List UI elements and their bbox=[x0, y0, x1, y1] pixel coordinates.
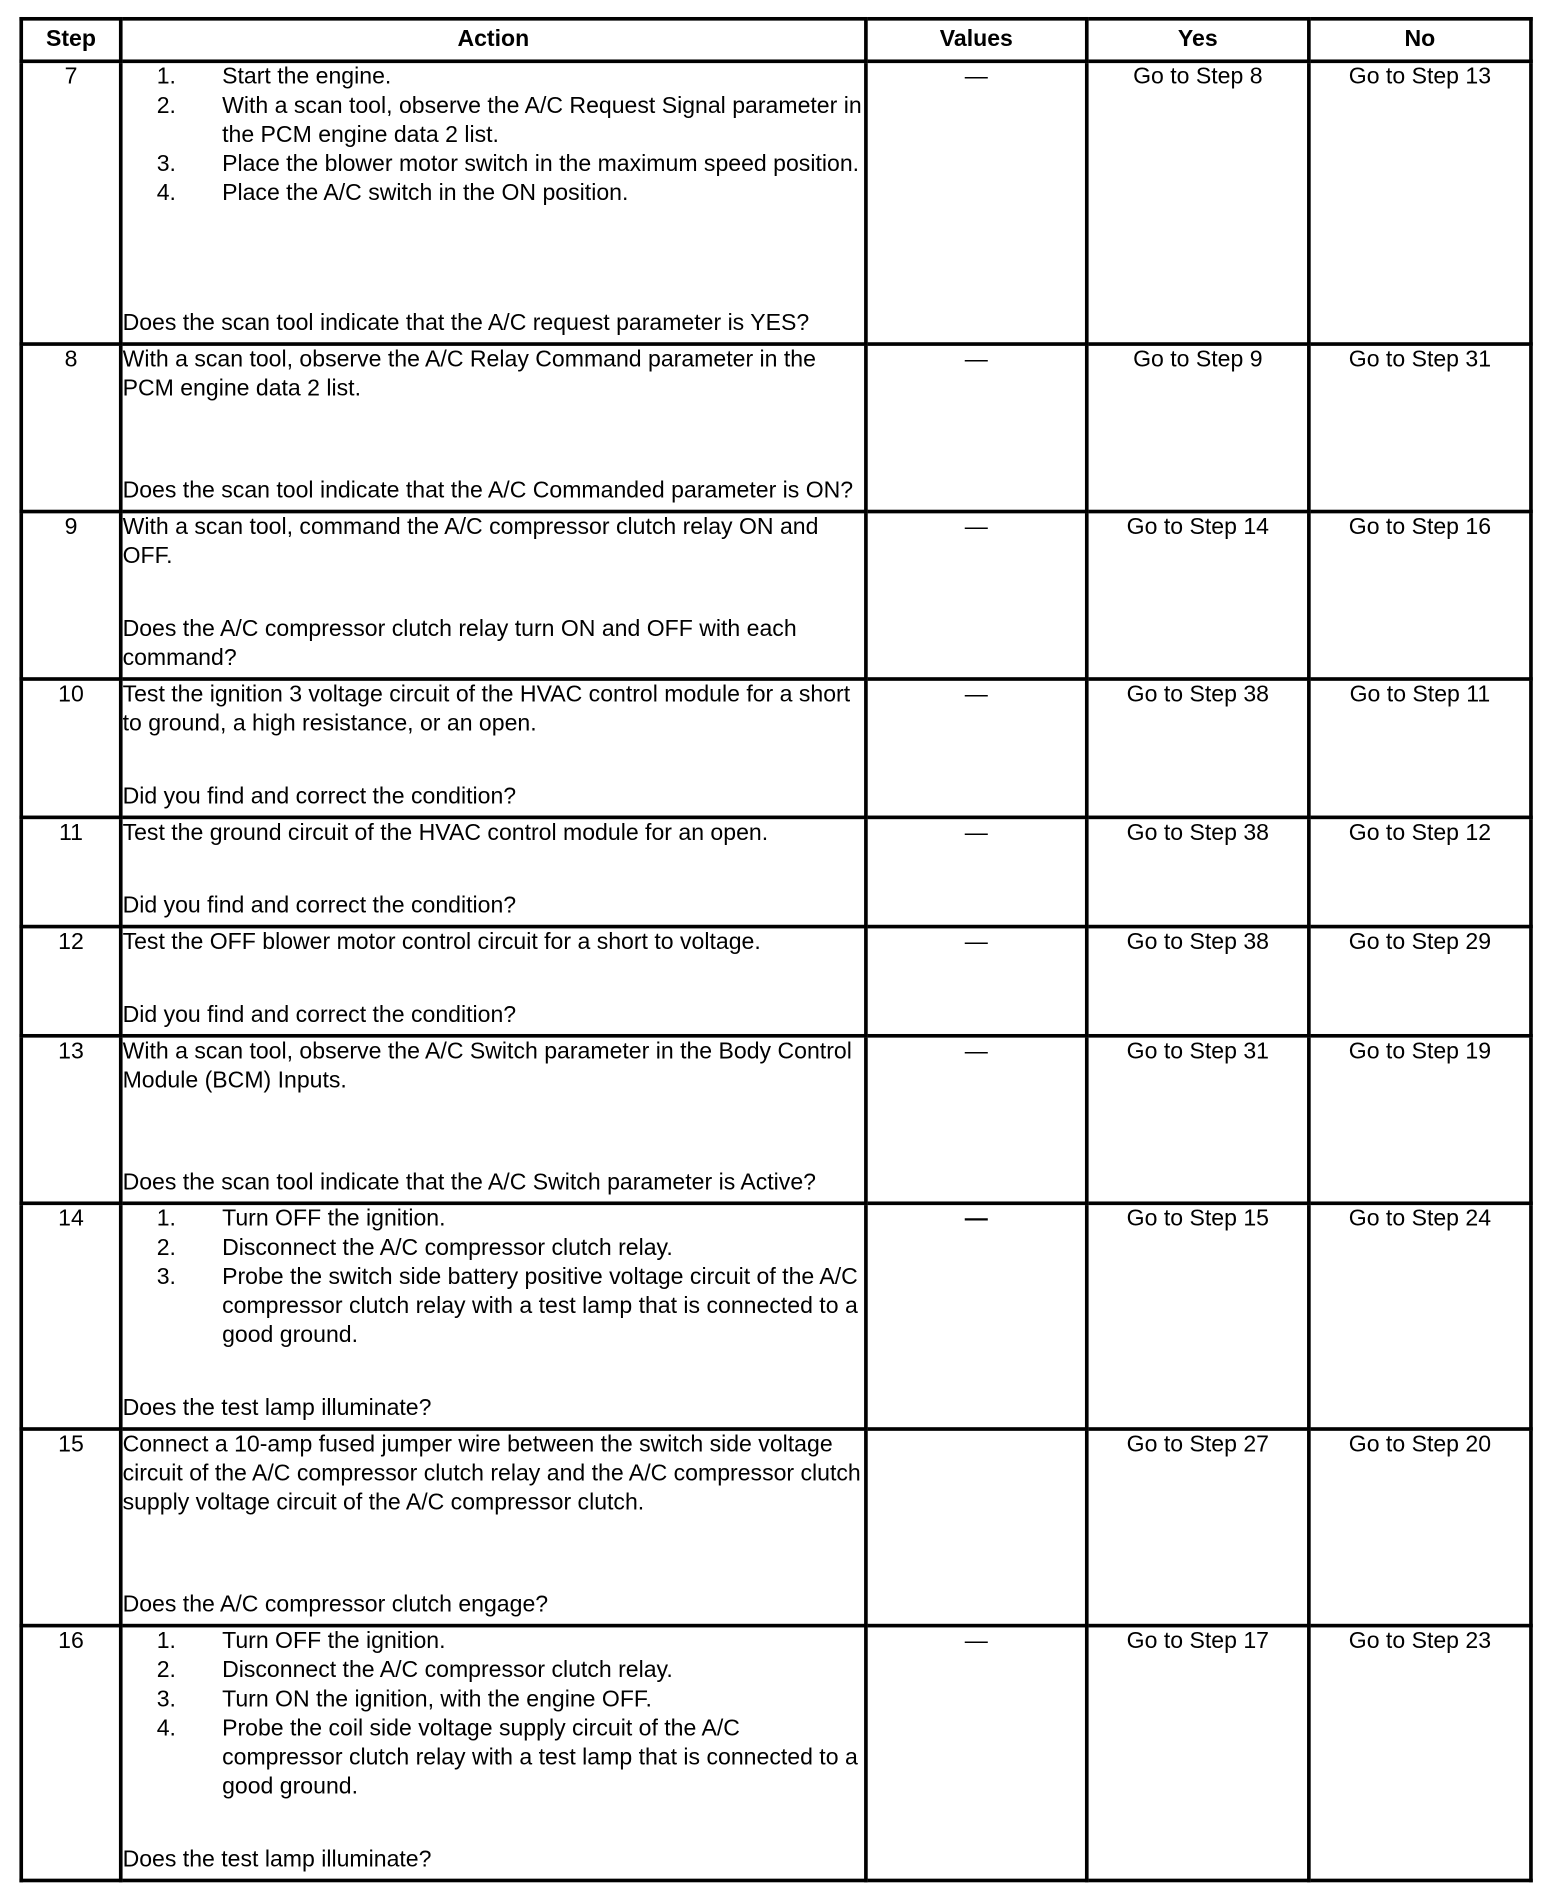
no-link[interactable]: Go to Step 16 bbox=[1309, 512, 1531, 679]
values-cell: — bbox=[866, 1036, 1087, 1203]
table-row bbox=[21, 1429, 1531, 1626]
action-cell bbox=[121, 1203, 866, 1429]
header-action: Action bbox=[121, 19, 866, 61]
no-link[interactable]: Go to Step 19 bbox=[1309, 1036, 1531, 1203]
step-cell: 15 bbox=[21, 1429, 121, 1626]
list-item: 4. Place the A/C switch in the ON position. bbox=[156, 180, 629, 207]
step-cell: 13 bbox=[21, 1036, 121, 1203]
step-cell: 8 bbox=[21, 344, 121, 511]
header-no: No bbox=[1309, 19, 1531, 61]
question-text: Did you find and correct the condition? bbox=[122, 893, 517, 919]
yes-link[interactable]: Go to Step 17 bbox=[1087, 1626, 1309, 1881]
no-link[interactable]: Go to Step 11 bbox=[1309, 679, 1531, 817]
list-item: 2. With a scan tool, observe the A/C Request Signal parameter in the PCM engine data 2 list. bbox=[156, 93, 862, 149]
table-row bbox=[21, 679, 1531, 817]
values-cell: — bbox=[866, 1626, 1087, 1881]
step-cell: 7 bbox=[21, 61, 121, 344]
values-cell: — bbox=[866, 817, 1087, 926]
step-cell: 10 bbox=[21, 679, 121, 817]
action-steps bbox=[123, 1627, 865, 1802]
instruction-text: With a scan tool, command the A/C compressor clutch relay ON and OFF. bbox=[122, 514, 819, 570]
no-link[interactable]: Go to Step 23 bbox=[1309, 1626, 1531, 1881]
step-cell: 14 bbox=[21, 1203, 121, 1429]
yes-link[interactable]: Go to Step 8 bbox=[1087, 61, 1309, 344]
action-steps bbox=[123, 1205, 865, 1351]
instruction-text: Test the ignition 3 voltage circuit of the HVAC control module for a short to ground, a high resistance, or an open. bbox=[122, 682, 851, 737]
action-cell bbox=[121, 61, 866, 344]
yes-link[interactable]: Go to Step 38 bbox=[1087, 817, 1309, 926]
question-text: Does the scan tool indicate that the A/C request parameter is YES? bbox=[122, 310, 810, 337]
list-item: 3. Turn ON the ignition, with the engine OFF. bbox=[156, 1686, 652, 1713]
table-row bbox=[21, 512, 1531, 679]
table-row bbox=[21, 927, 1531, 1036]
list-item: 2. Disconnect the A/C compressor clutch relay. bbox=[156, 1657, 673, 1684]
header-step: Step bbox=[21, 19, 121, 61]
diagnostic-table bbox=[19, 17, 1532, 1882]
question-text: Does the test lamp illuminate? bbox=[122, 1847, 432, 1873]
action-cell bbox=[121, 679, 866, 817]
no-link[interactable]: Go to Step 29 bbox=[1309, 927, 1531, 1036]
table-row bbox=[21, 1036, 1531, 1203]
action-cell bbox=[121, 1626, 866, 1881]
values-cell bbox=[866, 1429, 1087, 1626]
values-cell: — bbox=[866, 927, 1087, 1036]
instruction-text: With a scan tool, observe the A/C Relay Command parameter in the PCM engine data 2 list. bbox=[122, 347, 816, 402]
instruction-text: With a scan tool, observe the A/C Switch parameter in the Body Control Module (BCM) Inputs. bbox=[122, 1038, 852, 1094]
header-row bbox=[21, 19, 1531, 61]
instruction-text: Connect a 10-amp fused jumper wire between the switch side voltage circuit of the A/C compressor clutch relay and the A/C compressor clutch supply voltage circuit of the A/C compressor clutch. bbox=[122, 1432, 861, 1516]
no-link[interactable]: Go to Step 24 bbox=[1309, 1203, 1531, 1429]
table-row bbox=[21, 817, 1531, 926]
values-cell: — bbox=[866, 1203, 1087, 1429]
no-link[interactable]: Go to Step 12 bbox=[1309, 817, 1531, 926]
table-row bbox=[21, 344, 1531, 511]
question-text: Does the test lamp illuminate? bbox=[122, 1395, 432, 1422]
list-item: 1. Turn OFF the ignition. bbox=[156, 1628, 446, 1655]
list-item: 4. Probe the coil side voltage supply circuit of the A/C compressor clutch relay with a test lamp that is connected to a good ground. bbox=[156, 1716, 858, 1800]
list-item: 3. Probe the switch side battery positive voltage circuit of the A/C compressor clutch relay with a test lamp that is connected to a good ground. bbox=[156, 1264, 858, 1349]
header-values: Values bbox=[866, 19, 1087, 61]
no-link[interactable]: Go to Step 20 bbox=[1309, 1429, 1531, 1626]
no-link[interactable]: Go to Step 13 bbox=[1309, 61, 1531, 344]
action-cell bbox=[121, 927, 866, 1036]
list-item: 1. Turn OFF the ignition. bbox=[156, 1206, 446, 1232]
question-text: Does the scan tool indicate that the A/C Switch parameter is Active? bbox=[122, 1169, 816, 1196]
table-row bbox=[21, 1626, 1531, 1881]
list-item: 1. Start the engine. bbox=[156, 64, 392, 90]
list-item: 3. Place the blower motor switch in the maximum speed position. bbox=[156, 151, 860, 178]
yes-link[interactable]: Go to Step 15 bbox=[1087, 1203, 1309, 1429]
step-cell: 12 bbox=[21, 927, 121, 1036]
values-cell: — bbox=[866, 61, 1087, 344]
list-item: 2. Disconnect the A/C compressor clutch relay. bbox=[156, 1235, 673, 1261]
yes-link[interactable]: Go to Step 31 bbox=[1087, 1036, 1309, 1203]
no-link[interactable]: Go to Step 31 bbox=[1309, 344, 1531, 511]
values-cell: — bbox=[866, 679, 1087, 817]
question-text: Does the scan tool indicate that the A/C Commanded parameter is ON? bbox=[122, 478, 854, 504]
question-text: Does the A/C compressor clutch engage? bbox=[122, 1592, 549, 1618]
action-cell bbox=[121, 817, 866, 926]
action-cell bbox=[121, 1429, 866, 1626]
action-cell bbox=[121, 344, 866, 511]
values-cell: — bbox=[866, 344, 1087, 511]
question-text: Did you find and correct the condition? bbox=[122, 783, 517, 810]
table-row bbox=[21, 61, 1531, 344]
step-cell: 11 bbox=[21, 817, 121, 926]
header-yes: Yes bbox=[1087, 19, 1309, 61]
yes-link[interactable]: Go to Step 14 bbox=[1087, 512, 1309, 679]
instruction-text: Test the OFF blower motor control circuit for a short to voltage. bbox=[122, 929, 761, 956]
action-cell bbox=[121, 1036, 866, 1203]
table-row bbox=[21, 1203, 1531, 1429]
values-cell: — bbox=[866, 512, 1087, 679]
yes-link[interactable]: Go to Step 9 bbox=[1087, 344, 1309, 511]
step-cell: 9 bbox=[21, 512, 121, 679]
step-cell: 16 bbox=[21, 1626, 121, 1881]
yes-link[interactable]: Go to Step 38 bbox=[1087, 927, 1309, 1036]
yes-link[interactable]: Go to Step 27 bbox=[1087, 1429, 1309, 1626]
question-text: Did you find and correct the condition? bbox=[122, 1002, 517, 1028]
action-cell bbox=[121, 512, 866, 679]
question-text: Does the A/C compressor clutch relay turn ON and OFF with each command? bbox=[122, 616, 797, 672]
yes-link[interactable]: Go to Step 38 bbox=[1087, 679, 1309, 817]
instruction-text: Test the ground circuit of the HVAC control module for an open. bbox=[122, 820, 769, 846]
action-steps bbox=[123, 63, 865, 209]
